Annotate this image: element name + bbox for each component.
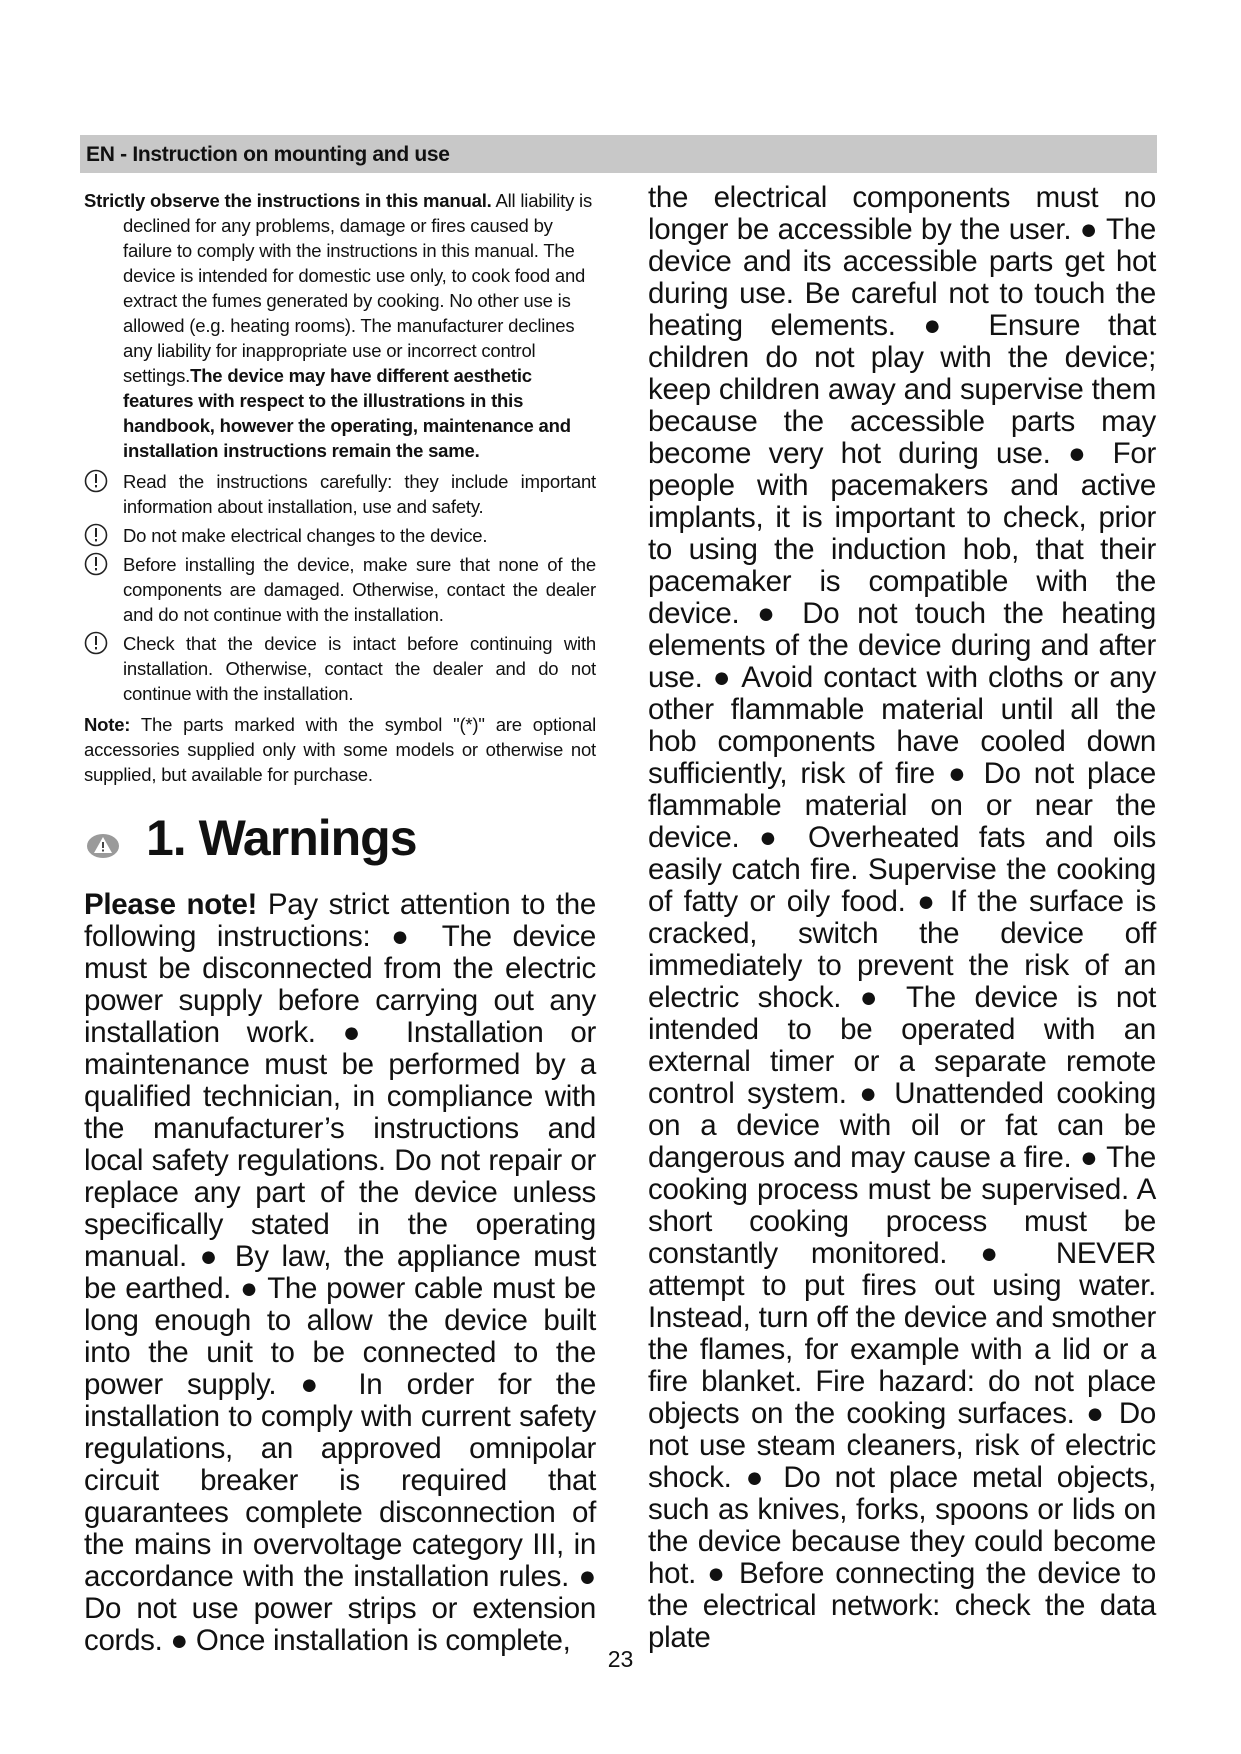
exclamation-circle-icon (84, 552, 108, 576)
instruction-item (84, 631, 596, 706)
exclamation-circle-icon (84, 631, 108, 655)
instruction-text: Do not make electrical changes to the device. (123, 525, 488, 546)
warnings-heading (84, 809, 596, 879)
exclamation-circle-icon (84, 469, 108, 493)
exclamation-circle-icon (84, 523, 108, 547)
header-title: EN - Instruction on mounting and use (86, 143, 450, 166)
right-column (648, 182, 1156, 1654)
note-paragraph (84, 712, 596, 787)
instruction-text: Read the instructions carefully: they include important information about installation, use and safety. (123, 471, 596, 517)
instruction-item (84, 523, 596, 548)
note-label: Note: (84, 714, 131, 735)
intro-bold-tail: The device may have different aesthetic features with respect to the illustrations in this handbook, however the operating, maintenance and installation instructions remain the same. (123, 365, 571, 461)
section-header-bar (80, 135, 1157, 173)
intro-paragraph (84, 188, 596, 463)
instruction-item (84, 552, 596, 627)
instruction-text: Before installing the device, make sure that none of the components are damaged. Otherwise, contact the dealer and do not continue with the installation. (123, 554, 596, 625)
intro-body: All liability is declined for any problems, damage or fires caused by failure to comply with the instructions in this manual. The device is intended for domestic use only, to cook food and extract the fumes generated by cooking. No other use is allowed (e.g. heating rooms). The manufacturer declines any liability for inappropriate use or incorrect control settings. (123, 190, 593, 386)
section-title: 1. Warnings (146, 810, 417, 866)
left-column (84, 188, 596, 1657)
instruction-item (84, 469, 596, 519)
warnings-text-left (84, 889, 596, 1657)
warnings-lead: Please note! (84, 888, 258, 921)
note-text: The parts marked with the symbol "(*)" are optional accessories supplied only with some models or otherwise not supplied, but available for purchase. (84, 714, 596, 785)
intro-lead: Strictly observe the instructions in this manual. (84, 190, 492, 211)
instruction-text: Check that the device is intact before continuing with installation. Otherwise, contact the dealer and do not continue with the installation. (123, 633, 596, 704)
warnings-right-text: the electrical components must no longer be accessible by the user. ● The device and its accessible parts get hot during use. Be careful not to touch the heating elements. ● Ensure that children do not play with the device; keep children away and supervise them because the accessible parts may become very hot during use. ● For people with pacemakers and active implants, it is important to check, prior to using the induction hob, that their pacemaker is compatible with the device. ● Do not touch the heating elements of the device during and after use. ● Avoid contact with cloths or any other flammable material until all the hob components have cooled down sufficiently, risk of fire ● Do not place flammable material on or near the device. ● Overheated fats and oils easily catch fire. Supervise the cooking of fatty or oily food. ● If the surface is cracked, switch the device off immediately to prevent the risk of an electric shock. ● The device is not intended to be operated with an external timer or a separate remote control system. ● Unattended cooking on a device with oil or fat can be dangerous and may cause a fire. ● The cooking process must be supervised. A short cooking process must be constantly monitored. ● NEVER attempt to put fires out using water. Instead, turn off the device and smother the flames, for example with a lid or a fire blanket. Fire hazard: do not place objects on the cooking surfaces. ● Do not use steam cleaners, risk of electric shock. ● Do not place metal objects, such as knives, forks, spoons or lids on the device because they could become hot. ● Before connecting the device to the electrical network: check the data plate (648, 181, 1156, 1654)
warning-triangle-icon (86, 833, 120, 859)
page-number: 23 (607, 1646, 634, 1672)
warnings-left-text: Pay strict attention to the following instructions: ● The device must be disconnected from the electric power supply before carrying out any installation work. ● Installation or maintenance must be performed by a qualified technician, in compliance with the manufacturer’s instructions and local safety regulations. Do not repair or replace any part of the device unless specifically stated in the operating manual. ● By law, the appliance must be earthed. ● The power cable must be long enough to allow the device built into the unit to be connected to the power supply. ● In order for the installation to comply with current safety regulations, an approved omnipolar circuit breaker is required that guarantees complete disconnection of the mains in overvoltage category III, in accordance with the installation rules. ● Do not use power strips or extension cords. ● Once installation is complete, (84, 888, 596, 1657)
